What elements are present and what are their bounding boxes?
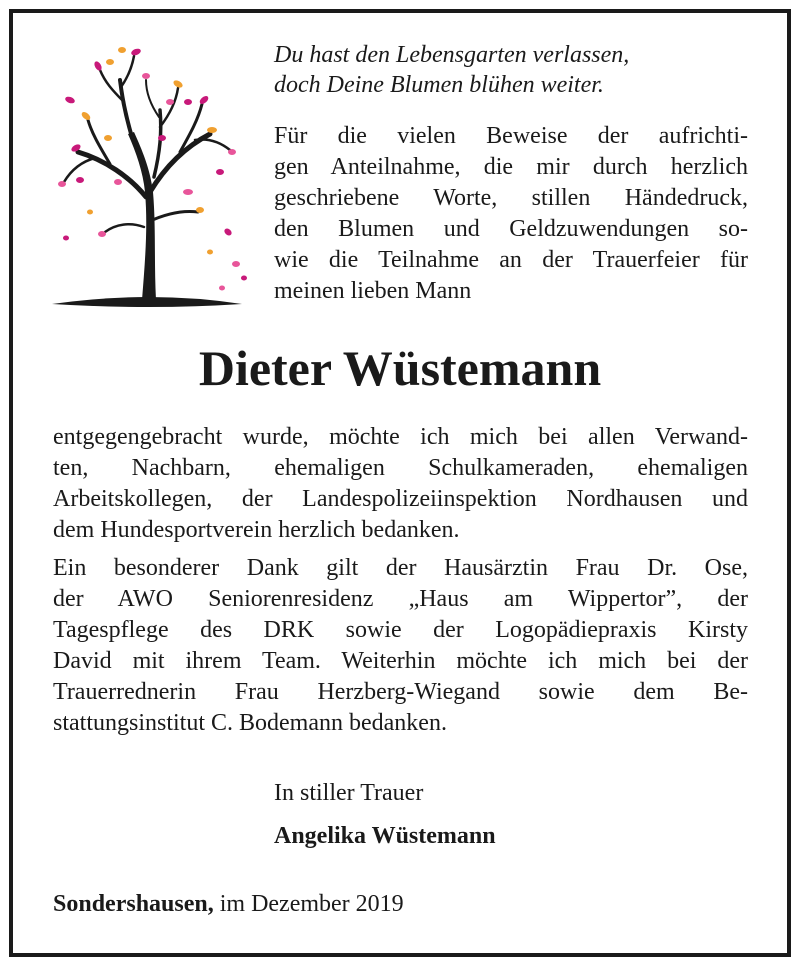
place-name: Sondershausen,	[53, 891, 214, 917]
tree-illustration-icon	[50, 42, 250, 312]
thanks-paragraph-2	[53, 553, 748, 739]
quote-line: Du hast den Lebensgarten verlassen,	[274, 42, 630, 68]
text-line: Ein besonderer Dank gilt der Hausärztin Frau Dr. Ose,	[53, 555, 748, 581]
date-text: im Dezember 2019	[219, 891, 404, 917]
text-line: stattungsinstitut C. Bodemann bedanken.	[53, 710, 447, 736]
text-line: Trauerrednerin Frau Herzberg-Wiegand sowie dem Be-	[53, 679, 748, 705]
text-line: wie die Teilnahme an der Trauerfeier für	[274, 247, 748, 273]
text-line: der AWO Seniorenresidenz „Haus am Wippertor”, der	[53, 586, 748, 612]
text-line: entgegengebracht wurde, möchte ich mich bei allen Verwand-	[53, 424, 748, 450]
text-line: dem Hundesportverein herzlich bedanken.	[53, 517, 460, 543]
text-line: gen Anteilnahme, die mir durch herzlich	[274, 154, 748, 180]
text-line: Für die vielen Beweise der aufrichti-	[274, 123, 748, 149]
signature-phrase: In stiller Trauer	[274, 780, 424, 806]
text-line: meinen lieben Mann	[274, 278, 472, 304]
text-line: Tagespflege des DRK sowie der Logopädiepraxis Kirsty	[53, 617, 748, 643]
intro-paragraph	[274, 121, 748, 307]
text-line: ten, Nachbarn, ehemaligen Schulkameraden, ehemaligen	[53, 455, 748, 481]
text-line: geschriebene Worte, stillen Händedruck,	[274, 185, 748, 211]
thanks-paragraph-1	[53, 422, 748, 546]
text-line: Arbeitskollegen, der Landespolizeiinspektion Nordhausen und	[53, 486, 748, 512]
text-line: den Blumen und Geldzuwendungen so-	[274, 216, 748, 242]
deceased-name: Dieter Wüstemann	[198, 340, 602, 396]
signature-block	[274, 778, 744, 852]
text-line: David mit ihrem Team. Weiterhin möchte ich mich bei der	[53, 648, 748, 674]
memorial-quote	[274, 40, 744, 100]
quote-line: doch Deine Blumen blühen weiter.	[274, 72, 604, 98]
place-date	[53, 889, 653, 920]
signature-name: Angelika Wüstemann	[274, 823, 496, 849]
